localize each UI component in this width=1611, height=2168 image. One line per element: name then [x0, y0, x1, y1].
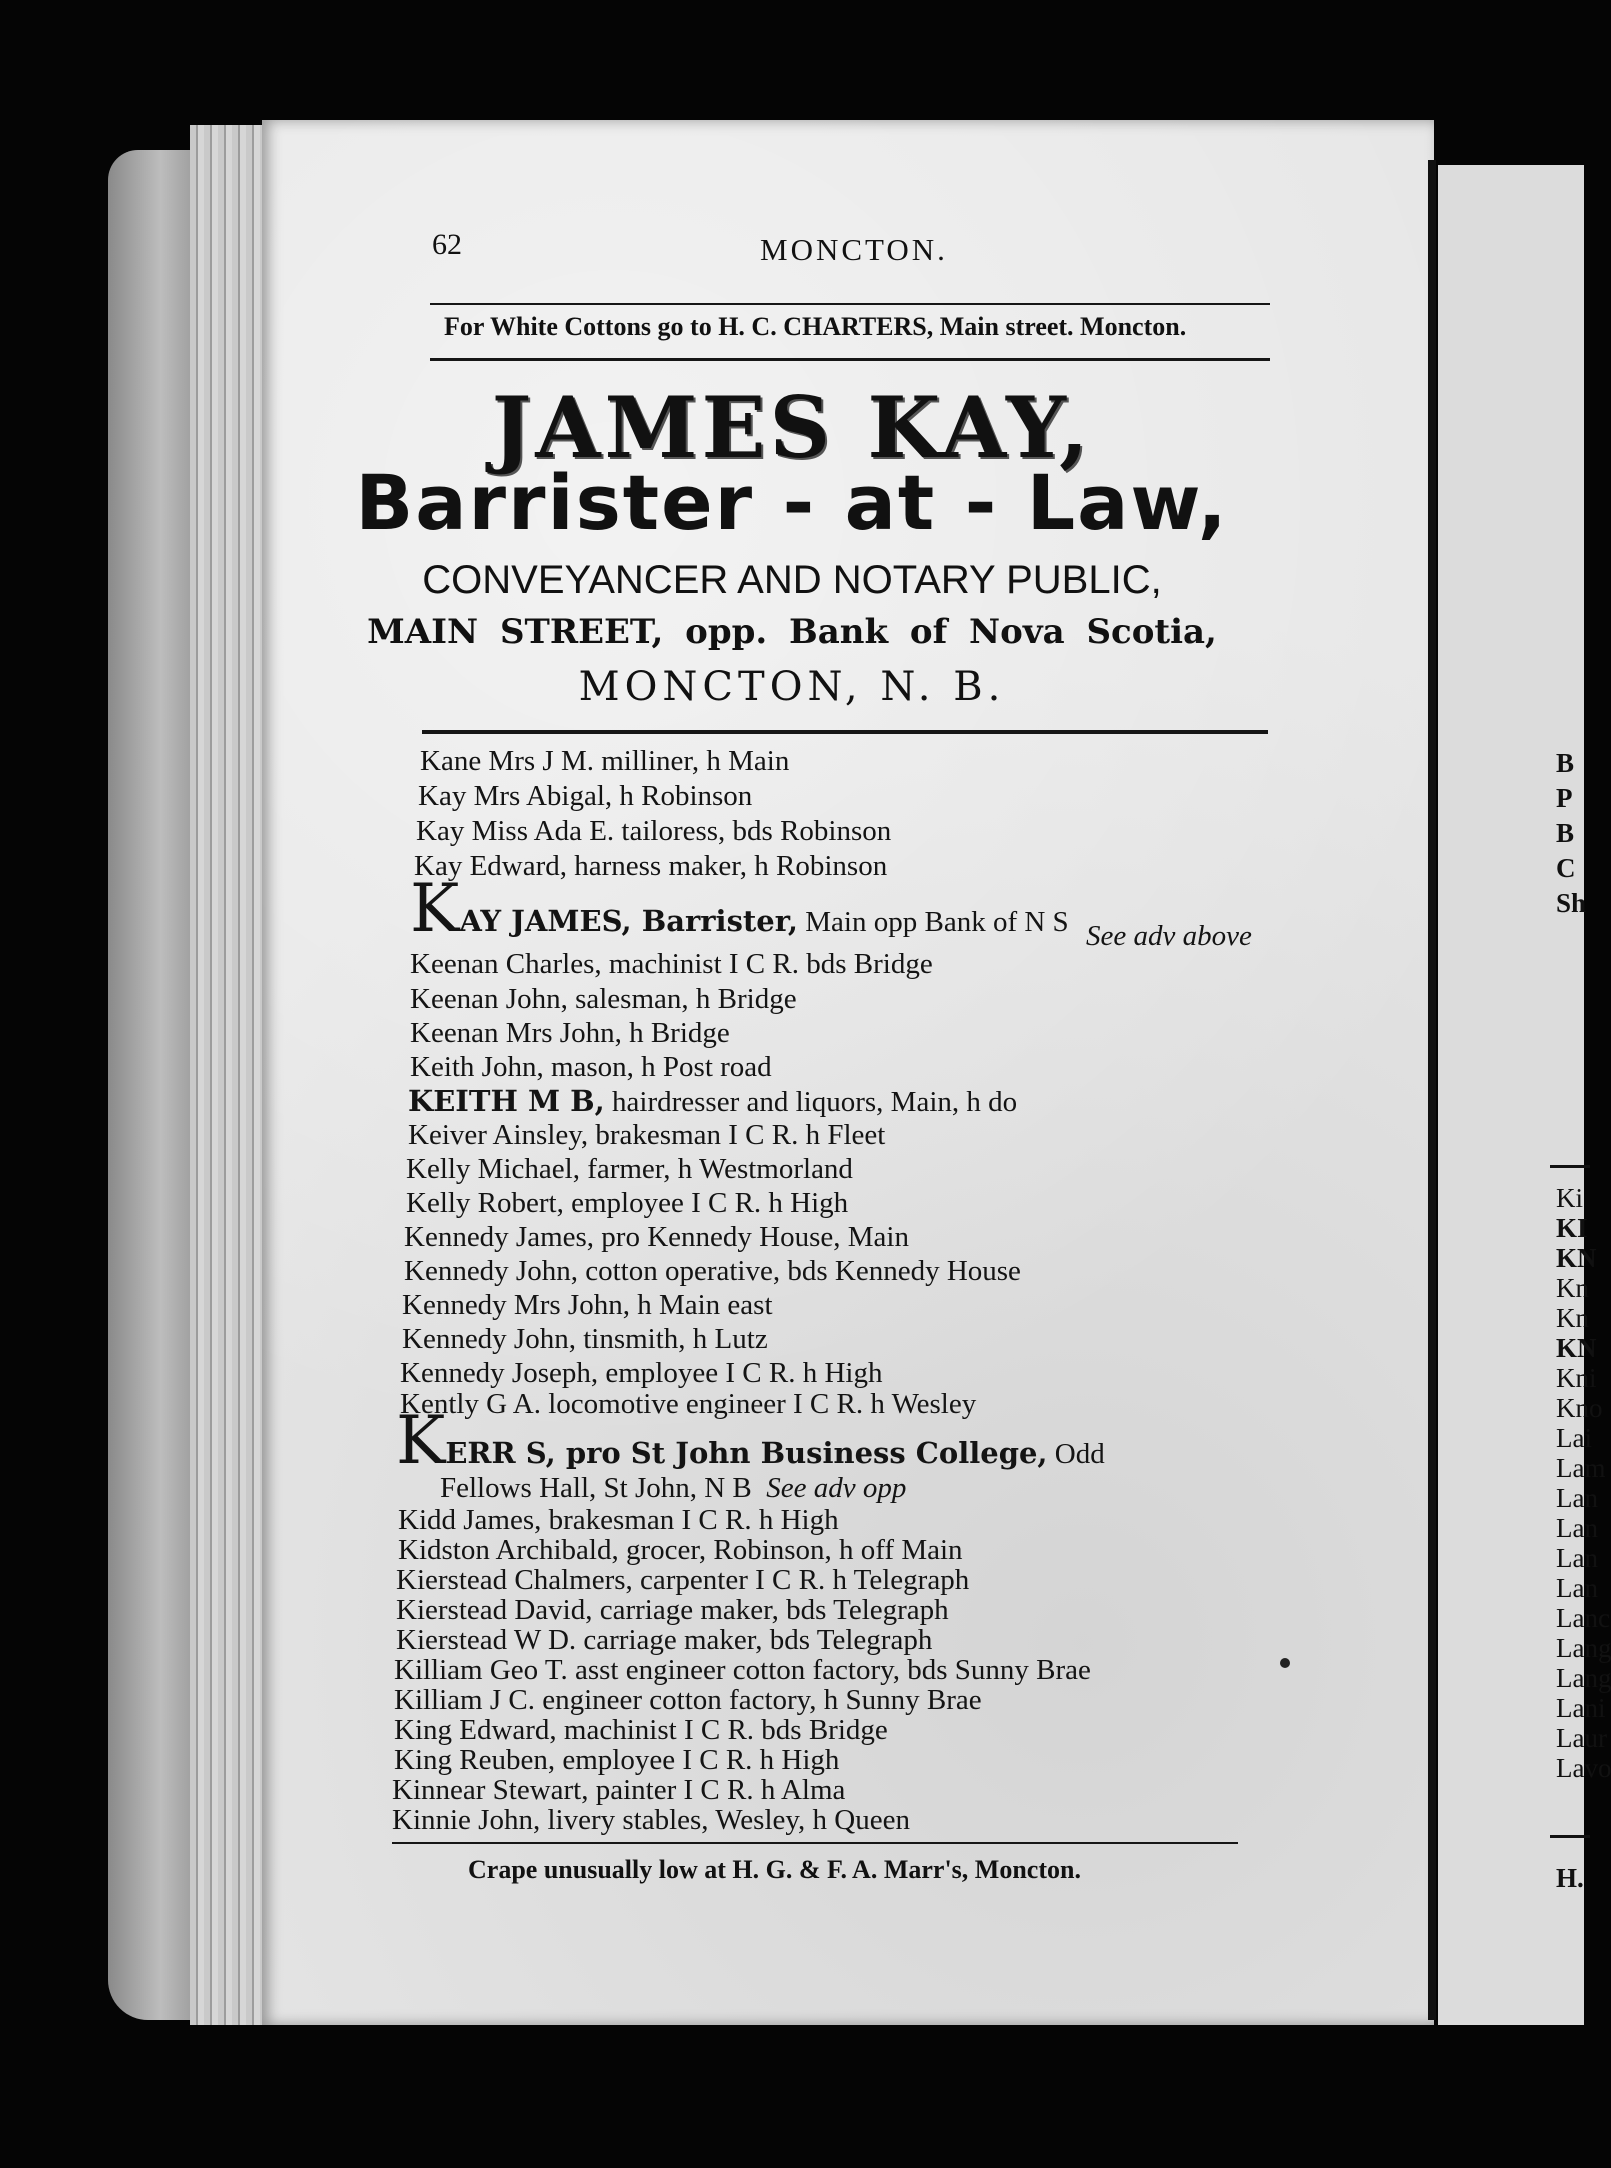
facing-fragment: KI [1556, 1213, 1588, 1243]
advert-subtitle: CONVEYANCER AND NOTARY PUBLIC, [422, 558, 1162, 602]
facing-fragment: Kn [1556, 1303, 1589, 1333]
directory-entry: Kay Edward, harness maker, h Robinson [414, 850, 888, 882]
page-number: 62 [432, 228, 462, 261]
directory-entry: Keenan Charles, machinist I C R. bds Bridge [410, 948, 933, 980]
facing-fragment: Kno [1556, 1393, 1603, 1423]
directory-entry: Kane Mrs J M. milliner, h Main [420, 745, 790, 777]
featured-note: See adv opp [766, 1472, 907, 1504]
directory-entry: Keenan John, salesman, h Bridge [410, 983, 797, 1015]
directory-entry: Kennedy John, cotton operative, bds Kennedy House [404, 1255, 1021, 1287]
facing-fragment: C [1556, 853, 1576, 883]
facing-fragment: Lan [1556, 1483, 1598, 1513]
facing-fragment: P [1556, 783, 1573, 813]
facing-fragment: Lang [1556, 1663, 1611, 1693]
featured-entry-kay [410, 870, 1069, 947]
facing-fragment: KN [1556, 1243, 1597, 1273]
facing-fragment: Ki [1556, 1183, 1583, 1213]
facing-fragment: KN [1556, 1333, 1597, 1363]
drop-cap: K [396, 1402, 446, 1479]
featured-detail: Odd [1054, 1438, 1105, 1470]
directory-entry: Kinnie John, livery stables, Wesley, h Queen [392, 1804, 910, 1836]
facing-fragment: Lai [1556, 1423, 1592, 1453]
facing-fragment: B [1556, 818, 1575, 848]
facing-fragment: Lam [1556, 1453, 1606, 1483]
directory-entry: Kennedy Joseph, employee I C R. h High [400, 1357, 883, 1389]
featured-detail: hairdresser and liquors, Main, h do [612, 1086, 1018, 1118]
directory-entry: Keith John, mason, h Post road [410, 1051, 772, 1083]
ink-spot [1280, 1658, 1290, 1668]
directory-entry: Kennedy Mrs John, h Main east [402, 1289, 773, 1321]
featured-name: ERR S, pro St John Business College, [445, 1436, 1048, 1470]
facing-fragment: Sh [1556, 888, 1587, 918]
facing-fragment: Lan [1556, 1573, 1598, 1603]
header-rule [430, 358, 1270, 361]
advert-title: Barrister - at - Law, [355, 458, 1229, 547]
directory-entry: Kierstead Chalmers, carpenter I C R. h Telegraph [396, 1564, 970, 1596]
advert-address: MAIN STREET, opp. Bank of Nova Scotia, [367, 612, 1217, 652]
featured-name: AY JAMES, Barrister, [459, 904, 799, 938]
running-head: MONCTON. [760, 232, 948, 267]
advert-name: JAMES KAY, [491, 378, 1093, 477]
directory-entry: Kierstead David, carriage maker, bds Telegraph [396, 1594, 949, 1626]
facing-fragment: Lanc [1556, 1603, 1610, 1633]
featured-name: KEITH M B, [408, 1084, 605, 1118]
directory-entry: Kennedy James, pro Kennedy House, Main [404, 1221, 909, 1253]
featured-detail: Main opp Bank of N S [805, 906, 1069, 938]
header-rule [430, 303, 1270, 305]
facing-fragment: Lang [1556, 1633, 1611, 1663]
featured-detail: Fellows Hall, St John, N B [440, 1472, 752, 1504]
directory-entry: Kelly Robert, employee I C R. h High [406, 1187, 849, 1219]
facing-fragment: B [1556, 748, 1575, 778]
advert-rule [422, 730, 1268, 734]
directory-entry: King Edward, machinist I C R. bds Bridge [394, 1714, 888, 1746]
directory-entry: Kidd James, brakesman I C R. h High [398, 1504, 839, 1536]
featured-note: See adv above [1086, 920, 1252, 952]
footer-rule [392, 1842, 1238, 1844]
directory-entry: Kidston Archibald, grocer, Robinson, h off Main [398, 1534, 963, 1566]
directory-entry: Kennedy John, tinsmith, h Lutz [402, 1323, 768, 1355]
directory-entry: Kinnear Stewart, painter I C R. h Alma [392, 1774, 846, 1806]
top-advert-line: For White Cottons go to H. C. CHARTERS, Main street. Moncton. [444, 312, 1187, 341]
directory-entry: Killiam Geo T. asst engineer cotton factory, bds Sunny Brae [394, 1654, 1091, 1686]
facing-fragment: H. [1556, 1863, 1584, 1893]
featured-continuation [440, 1474, 906, 1503]
facing-fragment: Kn [1556, 1273, 1589, 1303]
advert-city: MONCTON, N. B. [578, 664, 1006, 710]
facing-fragment: Laur [1556, 1723, 1607, 1753]
facing-fragment: Lan [1556, 1513, 1598, 1543]
directory-entry: Kierstead W D. carriage maker, bds Telegraph [396, 1624, 933, 1656]
directory-entry: Kelly Michael, farmer, h Westmorland [406, 1153, 853, 1185]
directory-entry: Kently G A. locomotive engineer I C R. h Wesley [400, 1388, 977, 1420]
facing-fragment: Kni [1556, 1363, 1597, 1393]
facing-fragment: Lan [1556, 1543, 1598, 1573]
directory-entry: Kay Mrs Abigal, h Robinson [418, 780, 753, 812]
directory-entry: Kay Miss Ada E. tailoress, bds Robinson [416, 815, 892, 847]
directory-entry: Keiver Ainsley, brakesman I C R. h Fleet [408, 1119, 886, 1151]
facing-fragment: Lani [1556, 1693, 1606, 1723]
directory-entry: Killiam J C. engineer cotton factory, h Sunny Brae [394, 1684, 982, 1716]
directory-entry: Keenan Mrs John, h Bridge [410, 1017, 730, 1049]
bottom-advert-line: Crape unusually low at H. G. & F. A. Marr's, Moncton. [468, 1855, 1081, 1884]
drop-cap: K [410, 870, 460, 947]
directory-entry: King Reuben, employee I C R. h High [394, 1744, 840, 1776]
facing-fragment: Lavo [1556, 1753, 1611, 1783]
featured-entry-keith [408, 1084, 1018, 1118]
